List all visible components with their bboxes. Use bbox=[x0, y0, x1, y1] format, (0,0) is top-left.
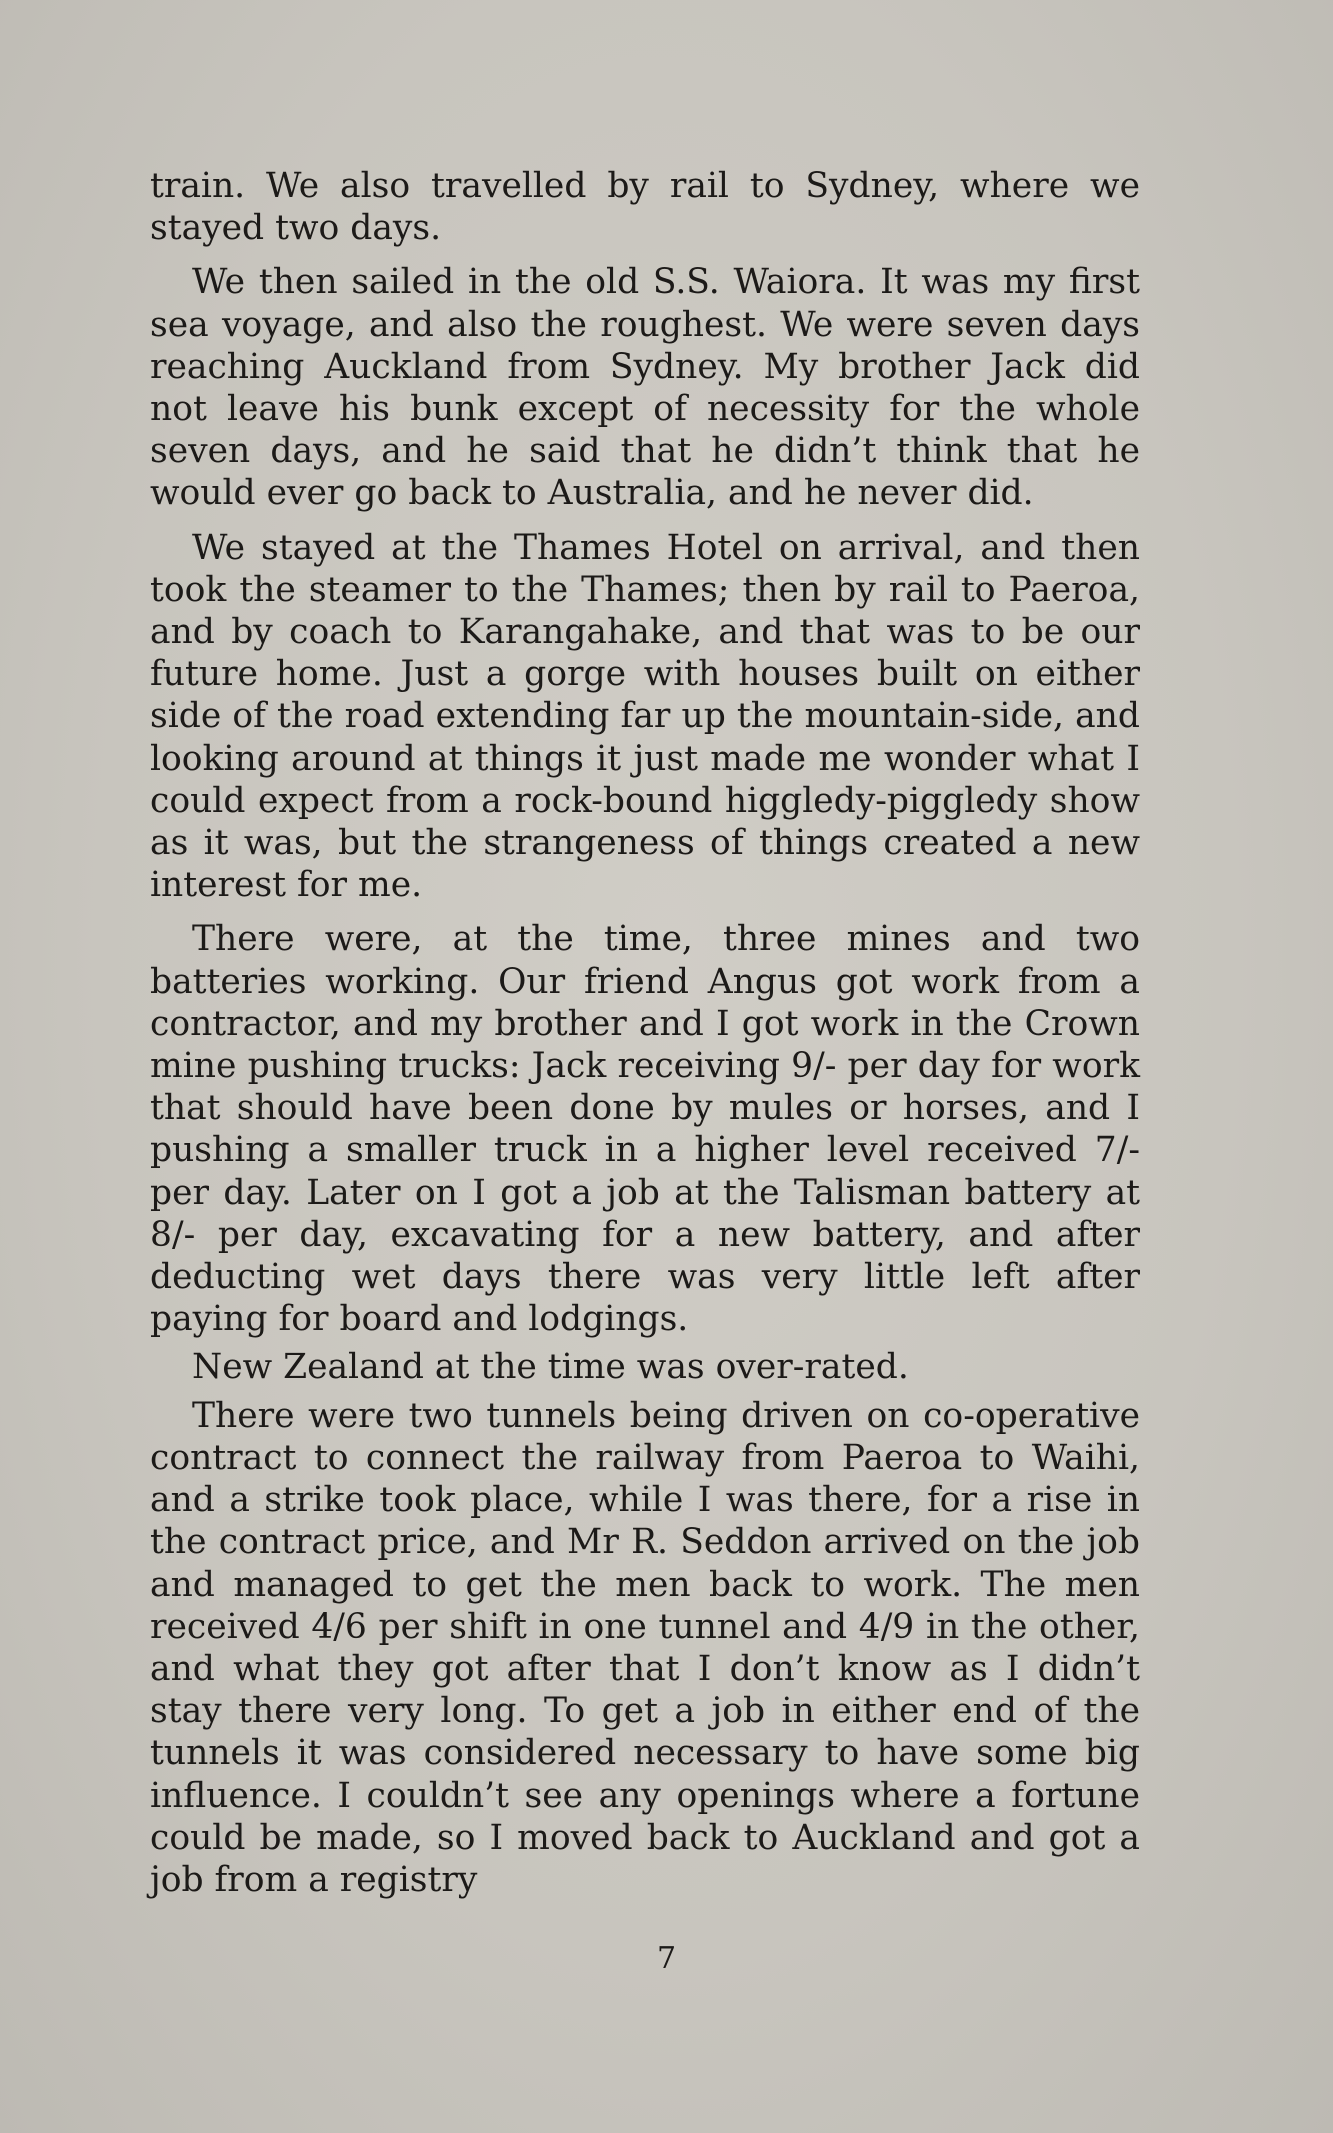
body-text bbox=[150, 165, 1140, 1913]
paragraph-6: There were two tunnels being driven on co-operative contract to connect the railway from Paeroa to Waihi, and a strike took place, while I was there, for a rise in the contract price, and Mr R. Seddon arrived on the job and managed to get the men back to work. The men received 4/6 per shift in one tunnel and 4/9 in the other, and what they got after that I don’t know as I didn’t stay there very long. To get a job in either end of the tunnels it was considered necessary to have some big influence. I couldn’t see any openings where a fortune could be made, so I moved back to Auckland and got a job from a registry bbox=[150, 1395, 1140, 1900]
paragraph-3: We stayed at the Thames Hotel on arrival, and then took the steamer to the Thames; then by rail to Paeroa, and by coach to Karangahake, and that was to be our future home. Just a gorge with houses built on either side of the road extending far up the mountain-side, and looking around at things it just made me wonder what I could expect from a rock-bound higgledy-piggledy show as it was, but the strangeness of things created a new interest for me. bbox=[150, 527, 1140, 906]
paragraph-5: New Zealand at the time was over-rated. bbox=[192, 1347, 909, 1388]
paragraph-1: train. We also travelled by rail to Sydney, where we stayed two days. bbox=[150, 166, 1140, 249]
paragraph-4: There were, at the time, three mines and two batteries working. Our friend Angus got work from a contractor, and my brother and I got work in the Crown mine pushing trucks: Jack receiving 9/- per day for work that should have been done by mules or horses, and I pushing a smaller truck in a higher level received 7/- per day. Later on I got a job at the Talisman battery at 8/- per day, excavating for a new battery, and after deducting wet days there was very little left after paying for board and lodgings. bbox=[150, 919, 1140, 1340]
page-number: 7 bbox=[656, 1941, 677, 1976]
paragraph-2: We then sailed in the old S.S. Waiora. It was my first sea voyage, and also the roughest. We were seven days reaching Auckland from Sydney. My brother Jack did not leave his bunk except of necessity for the whole seven days, and he said that he didn’t think that he would ever go back to Australia, and he never did. bbox=[150, 262, 1140, 514]
